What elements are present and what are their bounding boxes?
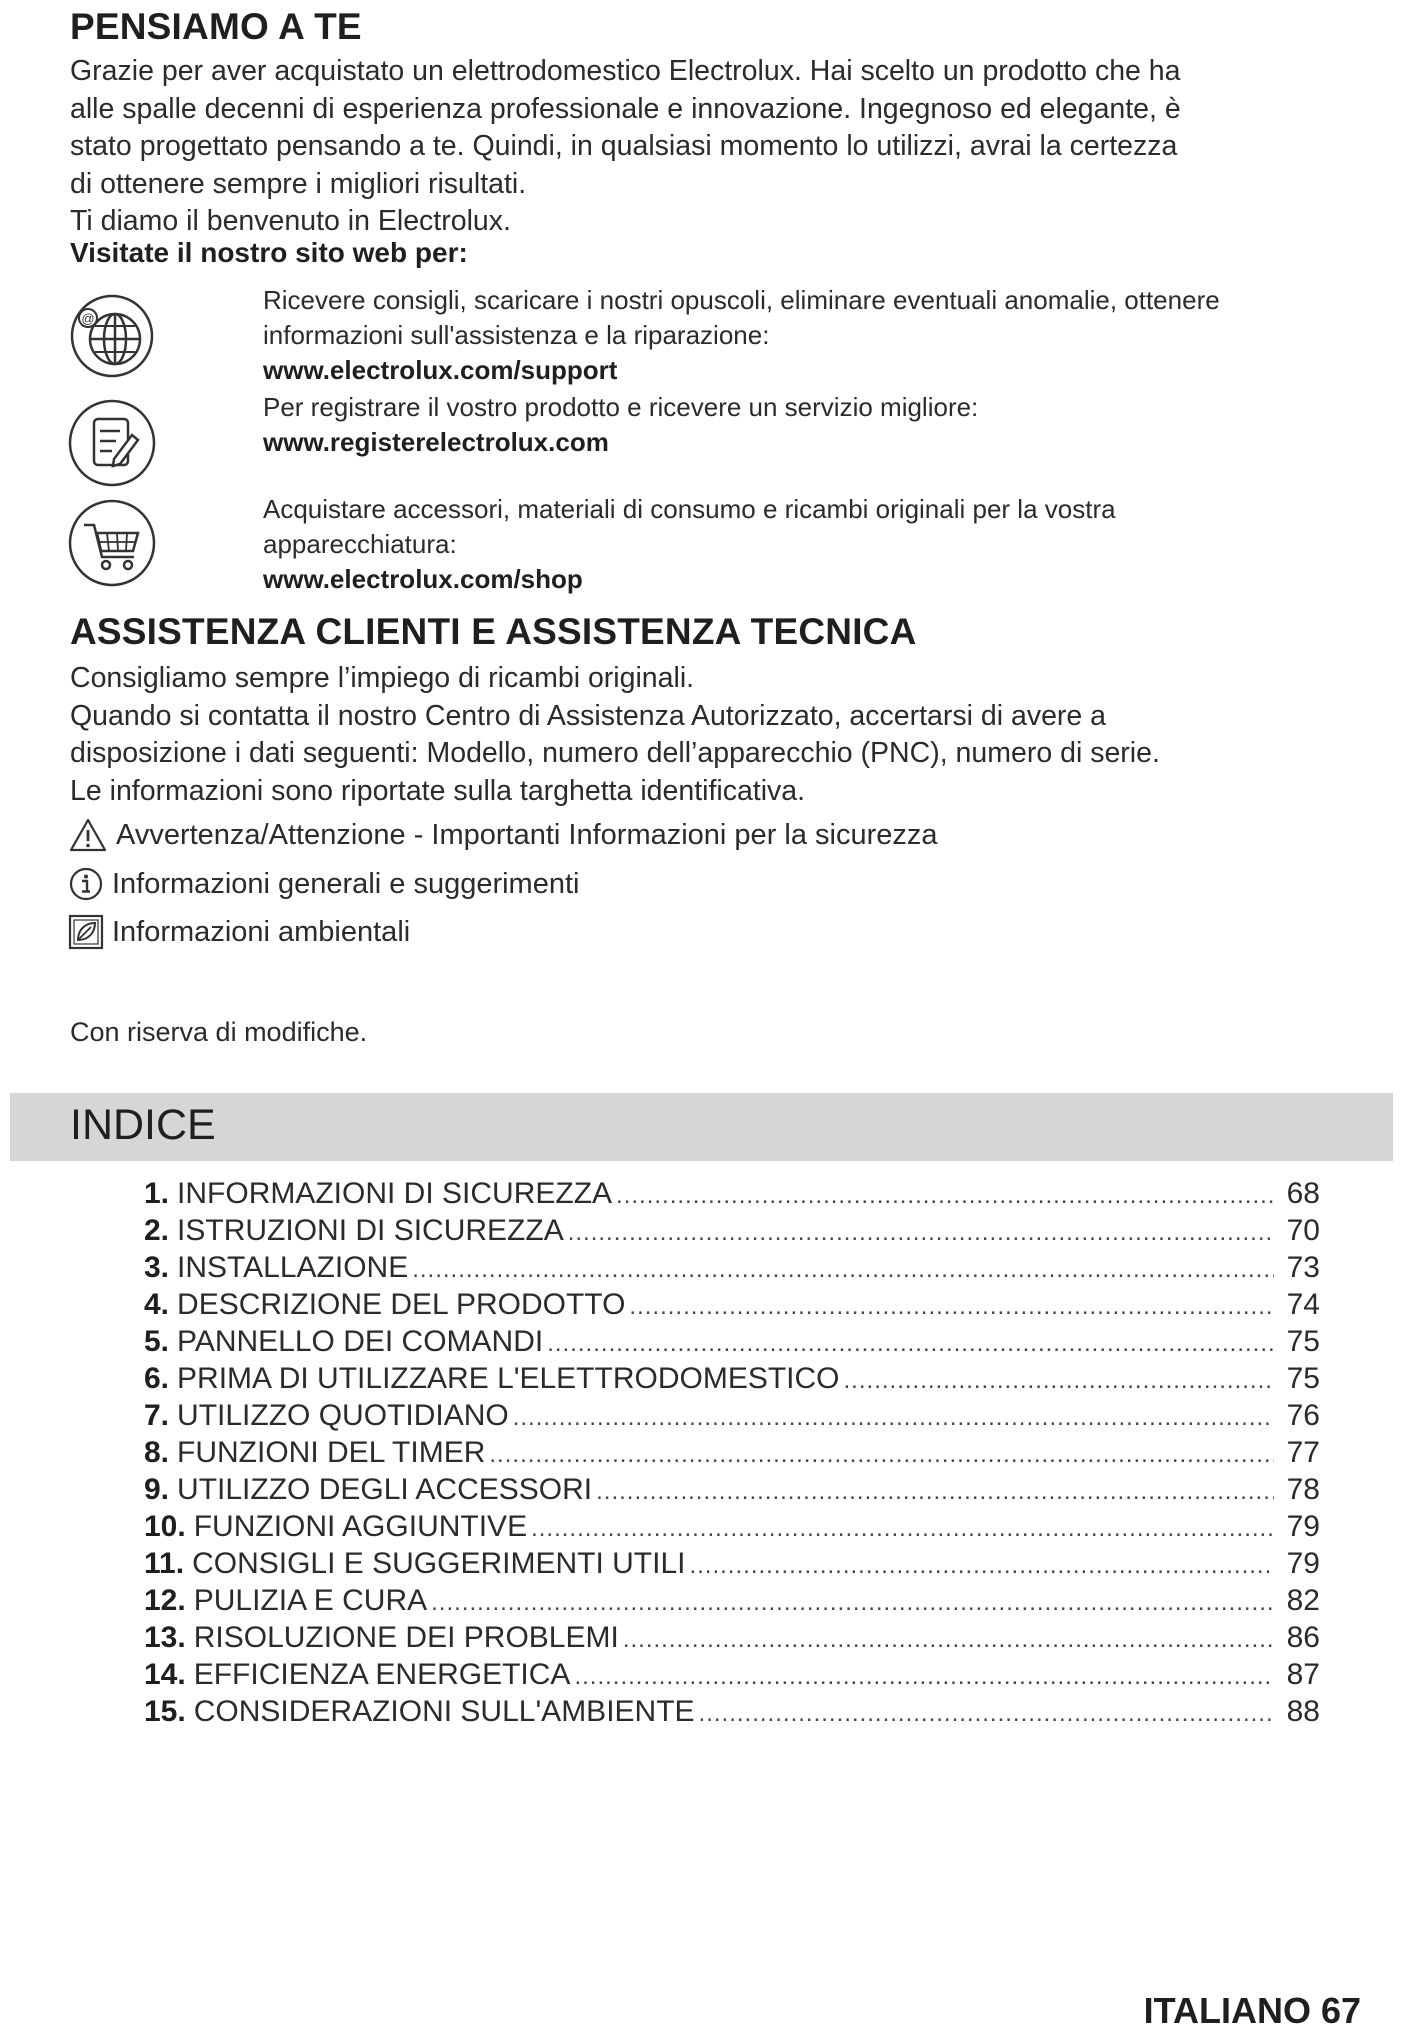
intro-line: Ti diamo il benvenuto in Electrolux. — [70, 205, 511, 237]
toc-page: 73 — [1286, 1251, 1320, 1284]
toc-number: 12. — [144, 1584, 186, 1617]
toc-page: 75 — [1286, 1362, 1320, 1395]
toc-label: CONSIDERAZIONI SULL'AMBIENTE — [193, 1695, 695, 1728]
toc-page: 88 — [1286, 1695, 1320, 1728]
service-line: Per registrare il vostro prodotto e ricevere un servizio migliore: — [263, 392, 979, 422]
toc-label: PANNELLO DEI COMANDI — [177, 1325, 544, 1358]
intro-line: Grazie per aver acquistato un elettrodomestico Electrolux. Hai scelto un prodotto che ha — [70, 55, 1181, 87]
toc-number: 15. — [144, 1695, 186, 1728]
support-line: disposizione i dati seguenti: Modello, numero dell’apparecchio (PNC), numero di serie. — [70, 737, 1160, 769]
legend-environment — [68, 914, 410, 950]
toc-label: EFFICIENZA ENERGETICA — [193, 1658, 571, 1691]
page-footer: ITALIANO 67 — [1143, 1990, 1361, 2031]
toc-item[interactable] — [144, 1695, 1320, 1732]
toc-leader — [431, 1589, 1274, 1617]
toc-label: FUNZIONI AGGIUNTIVE — [193, 1510, 528, 1543]
register-icon — [64, 395, 160, 491]
toc-item[interactable] — [144, 1251, 1320, 1288]
toc-item[interactable] — [144, 1436, 1320, 1473]
service-line: informazioni sull'assistenza e la riparazione: — [263, 320, 770, 350]
toc-page: 74 — [1286, 1288, 1320, 1321]
toc-leader — [513, 1404, 1274, 1432]
info-icon — [68, 866, 104, 902]
toc-leader — [844, 1367, 1274, 1395]
toc-number: 1. — [144, 1177, 170, 1210]
support-paragraph — [70, 660, 1370, 810]
legend-text: Informazioni generali e suggerimenti — [112, 867, 580, 900]
toc-leader — [547, 1330, 1274, 1358]
support-line: Quando si contatta il nostro Centro di Assistenza Autorizzato, accertarsi di avere a — [70, 699, 1107, 732]
toc-label: INSTALLAZIONE — [177, 1251, 409, 1284]
toc-leader — [412, 1256, 1274, 1284]
legend-warning — [68, 817, 938, 853]
toc-leader — [689, 1552, 1274, 1580]
toc-number: 11. — [144, 1547, 185, 1580]
toc-item[interactable] — [144, 1214, 1320, 1251]
toc-label: UTILIZZO DEGLI ACCESSORI — [177, 1473, 593, 1506]
toc-label: DESCRIZIONE DEL PRODOTTO — [177, 1288, 626, 1321]
service-line: Ricevere consigli, scaricare i nostri opuscoli, eliminare eventuali anomalie, ottenere — [263, 285, 1220, 315]
warning-icon — [68, 817, 108, 853]
support-title: ASSISTENZA CLIENTI E ASSISTENZA TECNICA — [70, 611, 917, 652]
toc-label: CONSIGLI E SUGGERIMENTI UTILI — [192, 1547, 686, 1580]
toc-number: 10. — [144, 1510, 186, 1543]
legend-text: Informazioni ambientali — [112, 915, 411, 948]
toc-label: INFORMAZIONI DI SICUREZZA — [177, 1177, 613, 1210]
toc-item[interactable] — [144, 1584, 1320, 1621]
toc-leader — [568, 1219, 1274, 1247]
service-line: Acquistare accessori, materiali di consumo e ricambi originali per la vostra — [263, 494, 1116, 524]
toc-item[interactable] — [144, 1177, 1320, 1214]
toc-label: RISOLUZIONE DEI PROBLEMI — [193, 1621, 619, 1654]
toc-leader — [596, 1478, 1274, 1506]
service-support — [263, 283, 1220, 388]
toc-item[interactable] — [144, 1399, 1320, 1436]
toc-leader — [616, 1182, 1274, 1210]
table-of-contents — [144, 1177, 1320, 1732]
toc-page: 78 — [1286, 1473, 1320, 1506]
toc-leader — [489, 1441, 1274, 1469]
legend-info — [68, 866, 579, 902]
service-shop — [263, 492, 1116, 597]
legend-text: Avvertenza/Attenzione - Importanti Informazioni per la sicurezza — [116, 818, 938, 851]
index-title: INDICE — [70, 1101, 216, 1149]
toc-page: 86 — [1286, 1621, 1320, 1654]
support-link[interactable]: www.electrolux.com/support — [263, 355, 618, 385]
toc-leader — [629, 1293, 1274, 1321]
toc-page: 68 — [1286, 1177, 1320, 1210]
toc-number: 7. — [144, 1399, 170, 1432]
toc-page: 79 — [1286, 1510, 1320, 1543]
support-line: Le informazioni sono riportate sulla targhetta identificativa. — [70, 774, 806, 807]
toc-page: 82 — [1286, 1584, 1320, 1617]
service-register — [263, 390, 978, 460]
register-link[interactable]: www.registerelectrolux.com — [263, 427, 609, 457]
toc-item[interactable] — [144, 1362, 1320, 1399]
toc-page: 76 — [1286, 1399, 1320, 1432]
toc-label: ISTRUZIONI DI SICUREZZA — [177, 1214, 564, 1247]
toc-number: 4. — [144, 1288, 170, 1321]
toc-leader — [623, 1626, 1274, 1654]
toc-page: 79 — [1286, 1547, 1320, 1580]
toc-number: 8. — [144, 1436, 170, 1469]
shop-link[interactable]: www.electrolux.com/shop — [263, 564, 583, 594]
toc-item[interactable] — [144, 1510, 1320, 1547]
intro-line: stato progettato pensando a te. Quindi, in qualsiasi momento lo utilizzi, avrai la certezza — [70, 130, 1178, 162]
toc-page: 77 — [1286, 1436, 1320, 1469]
toc-page: 87 — [1286, 1658, 1320, 1691]
toc-item[interactable] — [144, 1473, 1320, 1510]
toc-item[interactable] — [144, 1621, 1320, 1658]
toc-page: 70 — [1286, 1214, 1320, 1247]
intro-title: PENSIAMO A TE — [70, 6, 362, 47]
toc-item[interactable] — [144, 1325, 1320, 1362]
toc-item[interactable] — [144, 1288, 1320, 1325]
toc-number: 14. — [144, 1658, 186, 1691]
intro-paragraph — [70, 53, 1370, 241]
svg-text:@: @ — [81, 311, 95, 326]
toc-number: 9. — [144, 1473, 170, 1506]
intro-line: di ottenere sempre i migliori risultati. — [70, 167, 527, 200]
toc-number: 6. — [144, 1362, 170, 1395]
change-notice: Con riserva di modifiche. — [70, 1017, 368, 1047]
toc-number: 13. — [144, 1621, 186, 1654]
index-header — [10, 1093, 1393, 1161]
toc-item[interactable] — [144, 1658, 1320, 1695]
environment-icon — [68, 914, 104, 950]
toc-item[interactable] — [144, 1547, 1320, 1584]
toc-label: UTILIZZO QUOTIDIANO — [177, 1399, 509, 1432]
toc-number: 5. — [144, 1325, 170, 1358]
toc-number: 3. — [144, 1251, 170, 1284]
toc-page: 75 — [1286, 1325, 1320, 1358]
toc-label: PULIZIA E CURA — [193, 1584, 428, 1617]
toc-number: 2. — [144, 1214, 170, 1247]
toc-label: FUNZIONI DEL TIMER — [177, 1436, 486, 1469]
service-line: apparecchiatura: — [263, 529, 457, 559]
visit-heading: Visitate il nostro sito web per: — [70, 237, 468, 268]
globe-icon — [64, 288, 160, 384]
toc-leader — [531, 1515, 1274, 1543]
support-line: Consigliamo sempre l’impiego di ricambi originali. — [70, 662, 695, 694]
toc-leader — [574, 1663, 1274, 1691]
toc-leader — [699, 1700, 1274, 1728]
intro-line: alle spalle decenni di esperienza professionale e innovazione. Ingegnoso ed elegante, è — [70, 92, 1181, 125]
toc-label: PRIMA DI UTILIZZARE L'ELETTRODOMESTICO — [177, 1362, 840, 1395]
shopping-cart-icon — [64, 495, 160, 591]
